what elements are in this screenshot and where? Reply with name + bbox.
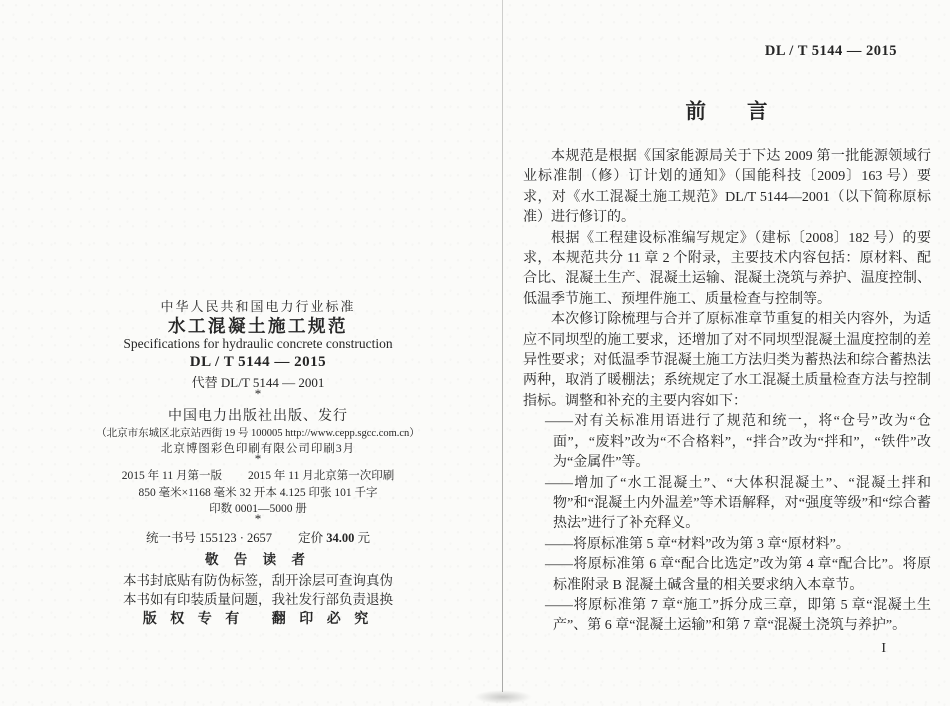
separator-star: *	[254, 386, 262, 401]
colophon-block	[14, 0, 502, 706]
print-run-line: 印数 0001—5000 册	[209, 503, 307, 515]
publisher-address: （北京市东城区北京站西街 19 号 100005 http://www.cepp.sgcc.com.cn）	[96, 428, 420, 439]
price-value: 34.00	[326, 531, 355, 545]
separator-star: *	[254, 511, 262, 526]
page-header-standard-number: DL / T 5144 — 2015	[764, 43, 897, 59]
reader-notice-line: 本书如有印装质量问题，我社发行部负责退换	[123, 592, 393, 607]
right-page-foreword	[503, 0, 950, 706]
reader-notice-line: 本书封底贴有防伪标签，刮开涂层可查询真伪	[123, 573, 393, 588]
price-unit: 元	[354, 531, 370, 545]
standard-type-line: 中华人民共和国电力行业标准	[160, 299, 356, 314]
price-label: 定价	[298, 531, 327, 545]
standard-number: DL / T 5144 — 2015	[189, 354, 327, 370]
foreword-bullet: ——将原标准第 7 章“施工”拆分成三章，即第 5 章“混凝土生产”、第 6 章“混凝土运输”和第 7 章“混凝土浇筑与养护”。	[545, 597, 931, 634]
format-line: 850 毫米×1168 毫米 32 开本 4.125 印张 101 千字	[138, 487, 378, 499]
book-title-cn: 水工混凝土施工规范	[168, 316, 348, 336]
impression-text: 2015 年 11 月北京第一次印刷	[248, 470, 395, 482]
foreword-bullet: ——将原标准第 5 章“材料”改为第 3 章“原材料”。	[545, 536, 850, 552]
foreword-title: 前 言	[685, 101, 768, 123]
foreword-paragraph: 本规范是根据《国家能源局关于下达 2009 第一批能源领域行业标准制（修）订计划的通知》（国能科技〔2009〕163 号）要求，对《水工混凝土施工规范》DL/T 5144—2001（以下简称原标准）进行修订的。	[523, 149, 931, 226]
foreword-paragraph: 根据《工程建设标准编写规定》（建标〔2008〕182 号）的要求，本规范共分 11 章 2 个附录，主要技术内容包括：原材料、配合比、混凝土生产、混凝土运输、混凝土浇筑与养护、温度控制、低温季节施工、预埋件施工、质量检查与控制等。	[523, 230, 931, 307]
publisher-line: 中国电力出版社出版、发行	[168, 409, 348, 424]
page-number: I	[881, 641, 886, 656]
book-number: 统一书号 155123 · 2657	[146, 531, 273, 545]
book-number-price-line	[14, 528, 502, 546]
foreword-bullet: ——对有关标准用语进行了规范和统一，将“仓号”改为“仓面”，“废料”改为“不合格料”，“拌合”改为“拌和”，“铁件”改为“金属件”等。	[545, 414, 931, 471]
separator-star: *	[254, 451, 262, 466]
foreword-bullet: ——增加了“水工混凝土”、“大体积混凝土”、“混凝土拌和物”和“混凝土内外温差”等术语解释，对“强度等级”和“综合蓄热法”进行了补充释义。	[545, 475, 931, 532]
reader-notice-heading: 敬 告 读 者	[204, 552, 312, 567]
foreword-body	[523, 147, 931, 637]
foreword-bullet: ——将原标准第 6 章“配合比选定”改为第 4 章“配合比”。将原标准附录 B 混凝土碱含量的相关要求纳入本章节。	[545, 557, 931, 593]
copyright-notice: 版 权 专 有 翻 印 必 究	[142, 612, 374, 627]
edition-text: 2015 年 11 月第一版	[121, 470, 222, 482]
foreword-paragraph: 本次修订除梳理与合并了原标准章节重复的相关内容外，为适应不同坝型的施工要求，还增加了对不同坝型混凝土温度控制的差异性要求；对低温季节混凝土施工方法归类为蓄热法和综合蓄热法两种，取消了暖棚法；系统规定了水工混凝土质量检查方法与控制指标。调整和补充的主要内容如下：	[523, 312, 931, 409]
edition-line	[14, 467, 502, 483]
printer-line: 北京博图彩色印刷有限公司印刷3月	[160, 443, 356, 455]
superseded-standard: 代替 DL/T 5144 — 2001	[191, 375, 325, 390]
book-title-en: Specifications for hydraulic concrete construction	[123, 336, 393, 351]
